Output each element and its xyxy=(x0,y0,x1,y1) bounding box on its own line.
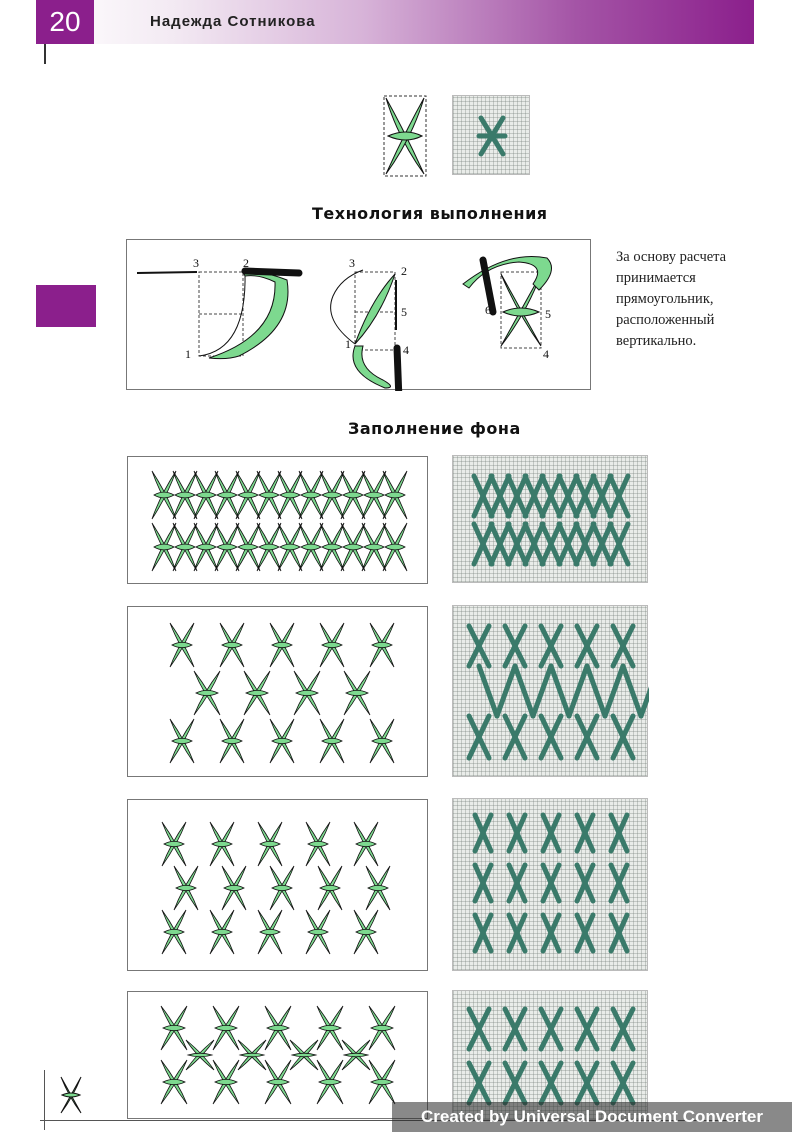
stitch-mark xyxy=(152,471,176,519)
pattern-photo-1 xyxy=(452,455,648,583)
stitch-mark xyxy=(299,471,323,519)
stitch-mark xyxy=(161,1060,187,1104)
stitch-mark xyxy=(362,471,386,519)
technique-heading: Технология выполнения xyxy=(312,204,548,223)
thread-mark xyxy=(479,666,497,716)
stitch-mark xyxy=(220,719,244,763)
stitch-mark xyxy=(320,623,344,667)
stitch-mark xyxy=(317,1060,343,1104)
stitch-mark xyxy=(258,822,282,866)
stitch-mark xyxy=(320,523,344,571)
stitch-mark xyxy=(383,471,407,519)
thread-mark xyxy=(587,666,605,716)
stitch-mark xyxy=(213,1060,239,1104)
stitch-mark xyxy=(369,1006,395,1050)
stitch-mark xyxy=(270,866,294,910)
stitch-mark xyxy=(173,523,197,571)
stitch-mark xyxy=(344,671,370,715)
stitch-mark xyxy=(238,1040,266,1070)
thread-mark xyxy=(605,666,623,716)
stitch-mark xyxy=(257,523,281,571)
stitch-mark xyxy=(257,471,281,519)
stitch-mark xyxy=(236,471,260,519)
author-name: Надежда Сотникова xyxy=(150,13,316,30)
svg-text:3: 3 xyxy=(193,256,199,270)
pattern-diagram-2 xyxy=(127,606,428,777)
technique-diagram xyxy=(126,239,591,390)
stitch-mark xyxy=(299,523,323,571)
stitch-mark xyxy=(152,523,176,571)
stitch-mark xyxy=(194,523,218,571)
svg-text:2: 2 xyxy=(401,264,407,278)
svg-text:3: 3 xyxy=(349,256,355,270)
stitch-mark xyxy=(342,1040,370,1070)
svg-text:1: 1 xyxy=(345,337,351,351)
stitch-mark xyxy=(244,671,270,715)
pattern-diagram-1 xyxy=(127,456,428,584)
thread-mark xyxy=(623,666,641,716)
stitch-mark xyxy=(317,1006,343,1050)
pattern-diagram-4 xyxy=(127,991,428,1119)
watermark: Created by Universal Document Converter xyxy=(392,1102,792,1132)
stitch-mark xyxy=(194,671,220,715)
svg-text:5: 5 xyxy=(401,305,407,319)
svg-text:2: 2 xyxy=(243,256,249,270)
footer-rule-vertical xyxy=(44,1070,45,1130)
stitch-mark xyxy=(354,822,378,866)
pattern-diagram-3 xyxy=(127,799,428,971)
svg-text:4: 4 xyxy=(543,347,549,361)
stitch-mark xyxy=(215,471,239,519)
stitch-mark xyxy=(222,866,246,910)
stitch-mark xyxy=(306,910,330,954)
pattern-photo-3 xyxy=(452,798,648,971)
side-tab xyxy=(36,285,96,327)
stitch-mark xyxy=(220,623,244,667)
header-rule xyxy=(44,44,46,64)
stitch-mark xyxy=(194,471,218,519)
thread-mark xyxy=(641,666,649,716)
thread-mark xyxy=(533,666,551,716)
stitch-mark xyxy=(213,1006,239,1050)
page-number: 20 xyxy=(36,0,94,44)
stitch-mark xyxy=(270,623,294,667)
stitch-mark xyxy=(161,1006,187,1050)
background-heading: Заполнение фона xyxy=(348,419,521,438)
stitch-mark xyxy=(278,523,302,571)
footer-stitch-icon xyxy=(58,1075,84,1115)
stitch-mark xyxy=(265,1006,291,1050)
stitch-mark xyxy=(173,471,197,519)
stitch-mark xyxy=(170,719,194,763)
svg-text:1: 1 xyxy=(185,347,191,361)
stitch-mark xyxy=(170,623,194,667)
stitch-mark xyxy=(162,822,186,866)
stitch-mark xyxy=(369,1060,395,1104)
stitch-mark xyxy=(318,866,342,910)
stitch-mark xyxy=(210,910,234,954)
stitch-mark xyxy=(362,523,386,571)
stitch-mark xyxy=(354,910,378,954)
stitch-mark xyxy=(320,719,344,763)
thread-mark xyxy=(497,666,515,716)
thread-mark xyxy=(551,666,569,716)
stitch-mark xyxy=(383,523,407,571)
stitch-mark xyxy=(270,719,294,763)
svg-text:6: 6 xyxy=(485,303,491,317)
stitch-mark xyxy=(294,671,320,715)
svg-text:5: 5 xyxy=(545,307,551,321)
stitch-mark xyxy=(306,822,330,866)
stitch-mark xyxy=(370,719,394,763)
svg-text:4: 4 xyxy=(403,343,409,357)
stitch-mark xyxy=(236,523,260,571)
pattern-photo-4 xyxy=(452,990,648,1120)
stitch-mark xyxy=(366,866,390,910)
single-stitch-photo xyxy=(452,95,530,175)
pattern-photo-2 xyxy=(452,605,648,777)
stitch-mark xyxy=(370,623,394,667)
stitch-mark xyxy=(162,910,186,954)
method-description: За основу расчета принимается прямоугольник, расположенный вертикально. xyxy=(616,249,727,349)
stitch-mark xyxy=(215,523,239,571)
stitch-mark xyxy=(290,1040,318,1070)
stitch-mark xyxy=(258,910,282,954)
thread-mark xyxy=(569,666,587,716)
stitch-mark xyxy=(341,523,365,571)
stitch-mark xyxy=(210,822,234,866)
stitch-mark xyxy=(186,1040,214,1070)
stitch-mark xyxy=(278,471,302,519)
stitch-mark xyxy=(320,471,344,519)
stitch-mark xyxy=(341,471,365,519)
thread-mark xyxy=(515,666,533,716)
stitch-mark xyxy=(174,866,198,910)
stitch-mark xyxy=(265,1060,291,1104)
single-stitch-diagram xyxy=(380,94,430,178)
